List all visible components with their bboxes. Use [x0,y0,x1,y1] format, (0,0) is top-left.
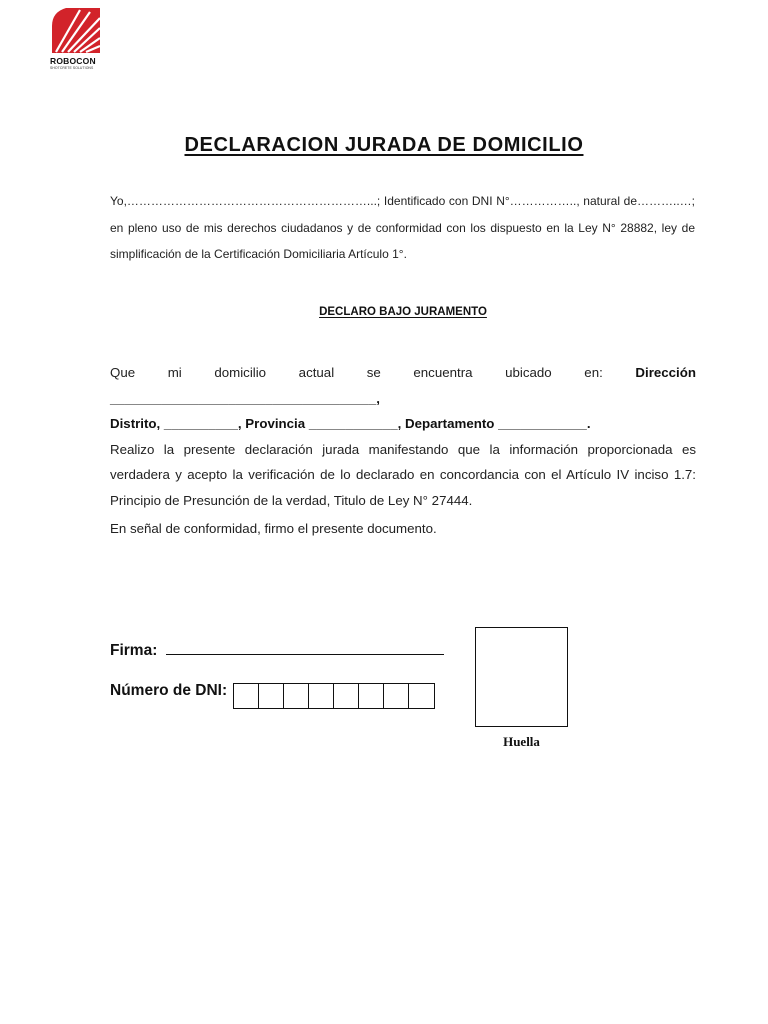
logo-name: ROBOCON [50,56,96,66]
logo-tagline: SHOTCRETE SOLUTIONS [50,66,94,70]
direccion-label: Dirección [635,365,696,380]
dni-digit-box[interactable] [234,684,259,708]
distrito-label: Distrito, [110,416,161,431]
provincia-blank: ____________, [305,416,405,431]
provincia-label: Provincia [245,416,306,431]
dni-digit-box[interactable] [309,684,334,708]
verification-paragraph: Realizo la presente declaración jurada manifestando que la información proporcionada es verdadera y acepto la verificación de lo declarado en concordancia con el Artículo IV inciso 1.7: Principio de Presunción de la verdad, Titulo de Ley N° 27444. [110,441,696,508]
declaration-paragraph: Yo,……………………………………………………...; Identificado con DNI N°…………….., natural de………..…; en pleno uso de mis derechos ciudadanos y de conformidad con los dispuesto en la Ley N° 28882, ley de simplificación de la Certificación Domiciliaria Artículo 1°. [110,194,695,261]
dni-digit-box[interactable] [284,684,309,708]
conformity-paragraph: En señal de conformidad, firmo el presente documento. [110,521,437,536]
dni-digit-box[interactable] [359,684,384,708]
robocon-logo [50,6,106,72]
dni-digit-box[interactable] [384,684,409,708]
direccion-blank: ____________________________________, [110,390,380,406]
document-title-text: DECLARACION JURADA DE DOMICILIO [184,134,584,156]
address-section [110,360,696,513]
document-title [0,134,768,157]
fingerprint-box[interactable] [475,627,568,727]
departamento-label: Departamento [404,416,495,431]
robocon-logo-mark-icon [50,6,102,54]
dni-boxes[interactable] [233,683,435,709]
signature-field [110,642,444,660]
distrito-blank: __________, [160,416,246,431]
signature-line[interactable] [166,644,444,655]
address-line-1 [110,360,696,411]
declaration-subtitle-text: DECLARO BAJO JURAMENTO [319,306,487,318]
departamento-blank: ____________. [494,416,591,431]
address-line-2 [110,411,696,437]
dni-label: Número de DNI: [110,682,228,699]
declaration-subtitle [0,306,768,318]
dni-digit-box[interactable] [409,684,434,708]
huella-label: Huella [503,734,540,749]
firma-label: Firma: [110,642,158,659]
address-intro: Que mi domicilio actual se encuentra ubicado en: [110,365,636,380]
dni-digit-box[interactable] [259,684,284,708]
dni-digit-box[interactable] [334,684,359,708]
